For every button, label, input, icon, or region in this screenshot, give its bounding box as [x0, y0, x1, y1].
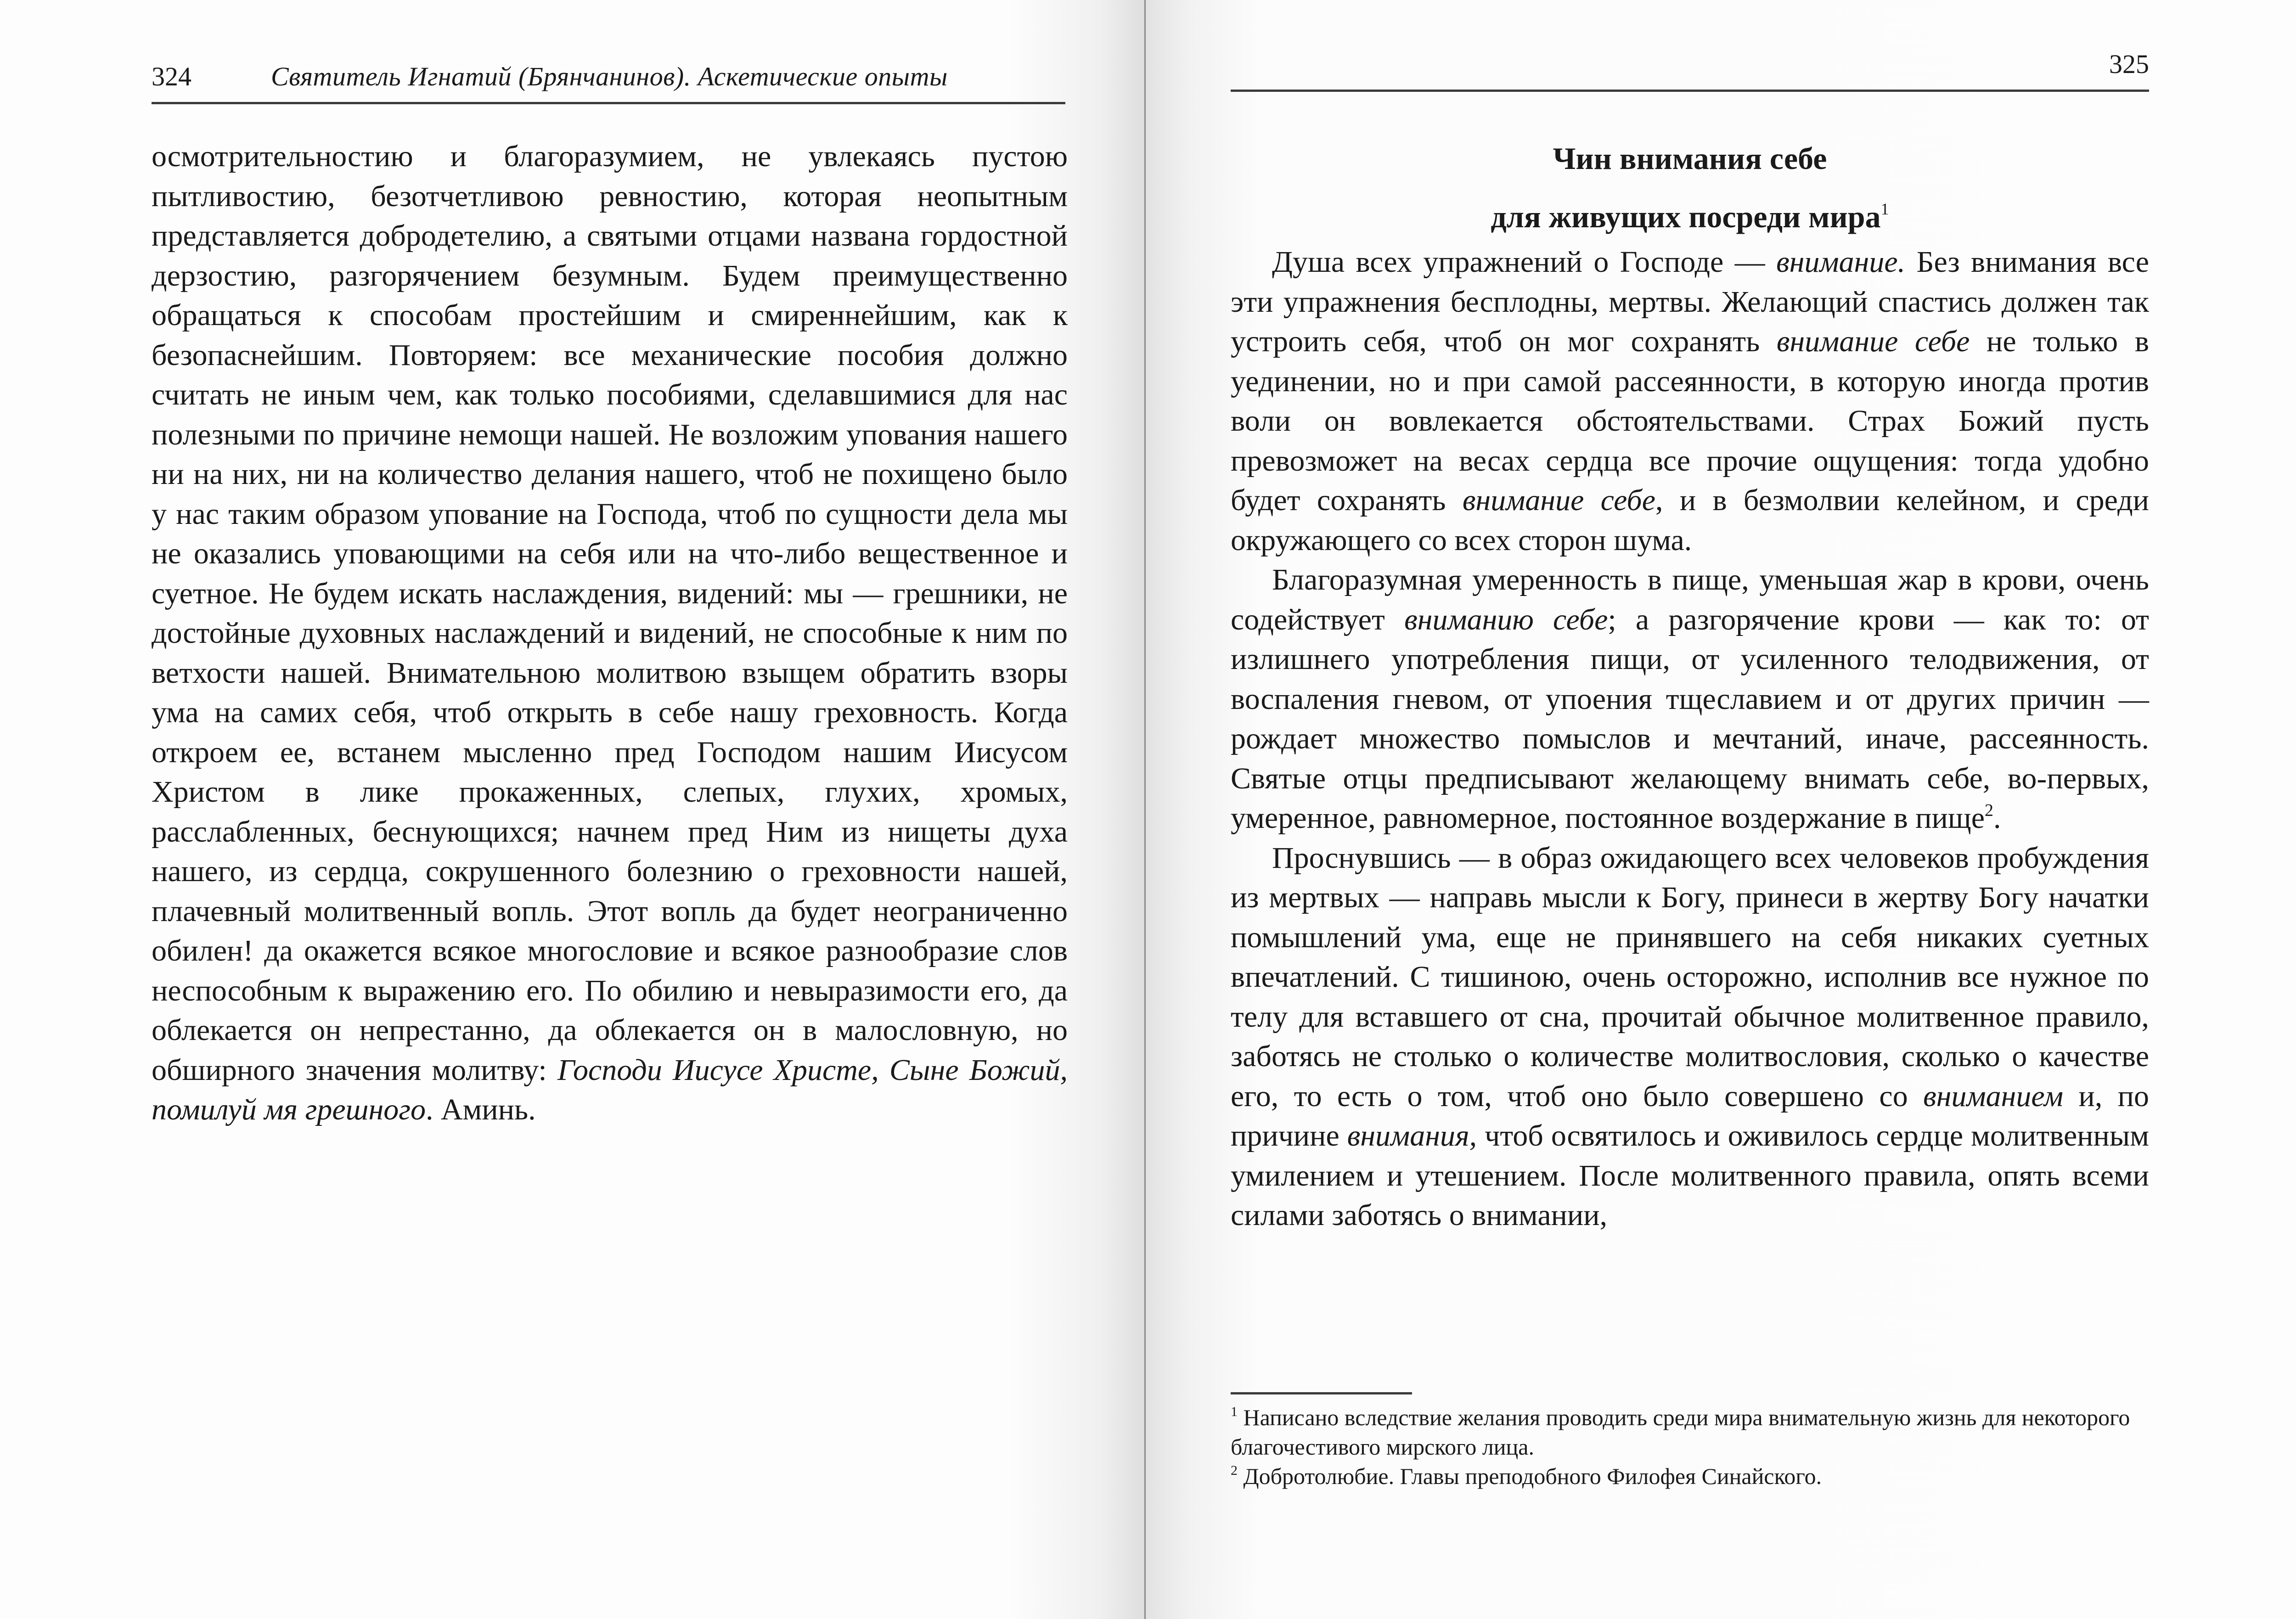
chapter-title-line-1: Чин внимания себе	[1553, 141, 1827, 176]
p3-italic-1: вниманием	[1923, 1079, 2064, 1113]
left-paragraph	[152, 137, 1068, 1130]
p3-text-a: Проснувшись — в образ ожидающего всех человеков пробуждения из мертвых — направь мысли к Богу, принеси в жертву Богу начатки помышлений ума, еще не принявшего на себя никаких суетных впечатлений. С тишиною, очень осторожно, исполнив все нужное по телу для вставшего от сна, прочитай обычное молитвенное правило, заботясь не столько о количестве молитвословия, сколько о качестве его, то есть о том, чтоб оно было совершено со	[1231, 841, 2149, 1113]
right-header-rule	[1231, 90, 2149, 92]
right-body-text	[1231, 242, 2149, 1236]
book-gutter	[1144, 0, 1146, 1619]
footnote-2-mark: 2	[1231, 1463, 1238, 1478]
chapter-title-line-2	[1231, 184, 2149, 242]
footnote-2-text: Добротолюбие. Главы преподобного Филофея Синайского.	[1238, 1463, 1822, 1489]
p1-text-c: не только в уединении, но и при самой рассеянности, в которую иногда против воли он вовлекается обстоятельствами. Страх Божий пусть превозможет на весах сердца все прочие ощущения: тогда удобно будет сохранять	[1231, 325, 2149, 517]
footnote-2	[1231, 1462, 2149, 1491]
footnote-1-mark: 1	[1231, 1404, 1238, 1419]
left-body-ending: . Аминь.	[425, 1093, 536, 1126]
footnote-ref-2[interactable]: 2	[1985, 801, 1994, 820]
left-page-number: 324	[152, 62, 191, 91]
right-paragraph-3	[1231, 838, 2149, 1236]
p2-text-a: Благоразумная умеренность в пище, уменьшая жар в крови, очень содействует	[1231, 563, 2149, 636]
right-paragraph-2	[1231, 560, 2149, 838]
right-paragraph-1	[1231, 242, 2149, 560]
footnote-1	[1231, 1403, 2149, 1462]
chapter-title	[1231, 133, 2149, 242]
right-page-number: 325	[2109, 49, 2149, 79]
left-body-plain: осмотрительностию и благоразумием, не увлекаясь пустою пытливостию, безотчетливою ревностию, которая неопытным представляется добродетелию, а святыми отцами названа гордостной дерзостию, разгорячением безумным. Будем преимущественно обращаться к способам простейшим и смиреннейшим, как к безопаснейшим. Повторяем: все механические пособия должно считать не иным чем, как только пособиями, сделавшимися для нас полезными по причине немощи нашей. Не возложим упования нашего ни на них, ни на количество делания нашего, чтоб не похищено было у нас таким образом упование на Господа, чтоб по сущности дела мы не оказались уповающими на себя или на что-либо вещественное и суетное. Не будем искать наслаждения, видений: мы — грешники, не достойные духовных наслаждений и видений, не способные к ним по ветхости нашей. Внимательною молитвою взыщем обратить взоры ума на самих себя, чтоб открыть в себе нашу греховность. Когда откроем ее, встанем мысленно пред Господом нашим Иисусом Христом в лике прокаженных, слепых, глухих, хромых, расслабленных, беснующихся; начнем пред Ним из нищеты духа нашего, из сердца, сокрушенного болезнию о греховности нашей, плачевный молитвенный вопль. Этот вопль да будет неограниченно обилен! да окажется всякое многословие и всякое разнообразие слов неспособным к выражению его. По обилию и невыразимости его, да облекается он непрестанно, да облекается он в малословную, но обширного значения молитву:	[152, 140, 1068, 1087]
left-running-head	[152, 61, 1065, 93]
p2-text-c: .	[1993, 801, 2001, 835]
p1-text-d: , и в безмолвии келейном, и среди окружающего со всех сторон шума.	[1231, 483, 2149, 557]
left-header-rule	[152, 102, 1065, 104]
p3-text-c: чтоб освятилось и оживилось сердце молитвенным умилением и утешением. После молитвенного правила, опять всеми силами заботясь о внимании,	[1231, 1119, 2149, 1232]
p3-text-b: и, по причине	[1231, 1079, 2150, 1152]
jesus-prayer-italic: Господи Иисусе Христе, Сыне Божий, помилуй мя грешного	[152, 1053, 1068, 1126]
p2-text-b: ; а разгорячение крови — как то: от излишнего употребления пищи, от усиленного телодвижения, от воспаления гневом, от упоения тщеславием и от других причин — рождает множество помыслов и мечтаний, иначе, рассеянность. Святые отцы предписывают желающему внимать себе, во-первых, умеренное, равномерное, постоянное воздержание в пище	[1231, 602, 2150, 835]
p1-italic-2: внимание себе	[1776, 325, 1970, 358]
p3-italic-2: внимания,	[1347, 1119, 1477, 1152]
footnote-separator	[1231, 1392, 1412, 1394]
p1-italic-1: внимание.	[1776, 245, 1906, 279]
p2-italic-1: вниманию себе	[1404, 602, 1608, 636]
left-body-text	[152, 137, 1068, 1130]
left-running-title: Святитель Игнатий (Брянчанинов). Аскетические опыты	[271, 62, 948, 91]
footnotes	[1231, 1403, 2149, 1491]
chapter-title-line-2-text: для живущих посреди мира	[1491, 199, 1881, 234]
p1-text-a: Душа всех упражнений о Господе —	[1272, 245, 1777, 279]
p1-italic-3: внимание себе	[1462, 483, 1656, 517]
right-running-head	[1231, 48, 2149, 80]
p1-text-b: Без внимания все эти упражнения бесплодны, мертвы. Желающий спастись должен так устроить себя, чтоб он мог сохранять	[1231, 245, 2149, 358]
footnote-ref-1[interactable]: 1	[1880, 200, 1889, 218]
footnote-1-text: Написано вследствие желания проводить среди мира внимательную жизнь для некоторого благочестивого мирского лица.	[1231, 1405, 2130, 1460]
